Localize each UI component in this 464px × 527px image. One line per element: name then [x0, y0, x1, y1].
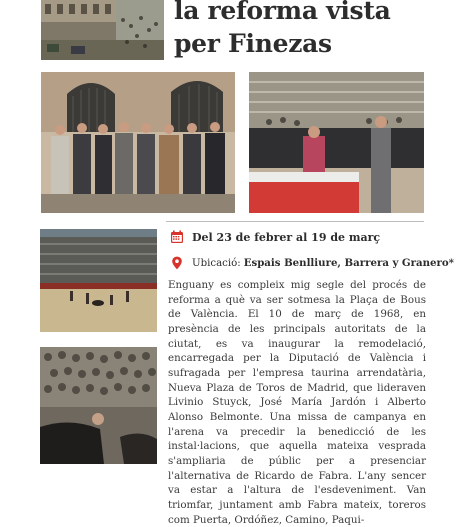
photo-mass-ceremony — [249, 72, 424, 213]
photo-bullfight-arena — [40, 229, 157, 332]
title-line-1: la reforma vista — [174, 0, 391, 25]
photo-crowd-cape — [40, 347, 157, 464]
page-title — [174, 0, 464, 60]
event-dates: Del 23 de febrer al 19 de març — [192, 230, 381, 244]
calendar-icon — [170, 230, 184, 244]
location-label: Ubicació: — [192, 257, 241, 269]
event-location-row — [170, 256, 454, 270]
divider — [166, 221, 424, 222]
event-dates-row — [170, 230, 380, 244]
photo-arena-exterior — [41, 0, 164, 60]
location-pin-icon — [170, 256, 184, 270]
photo-officials-group — [41, 72, 235, 213]
location-value: Espais Benlliure, Barrera y Granero* — [243, 257, 454, 269]
article-body: Enguany es compleix mig segle del procés de reforma a què va ser sotmesa la Plaça de Bous de València. El 10 de març de 1968, en presència de les principals autoritats de la ciutat, es va inaugurar la remodelació, encarregada per la Diputació de València i sufragada per l'empresa taurina arrendatària, Nueva Plaza de Toros de Madrid, que lideraven Livinio Stuyck, José María Jardón i Alberto Alonso Belmonte. Una missa de campanya en l'arena va precedir la benedicció de les instal·lacions, que aquella mateixa vesprada s'ampliaria de públic per a presenciar l'alternativa de Ricardo de Fabra. L'any sencer va estar a l'altura de l'esdeveniment. Van triomfar, juntament amb Fabra mateix, toreros com Puerta, Ordóñez, Camino, Paqui- — [168, 279, 426, 526]
title-line-2: per Finezas — [174, 29, 332, 58]
